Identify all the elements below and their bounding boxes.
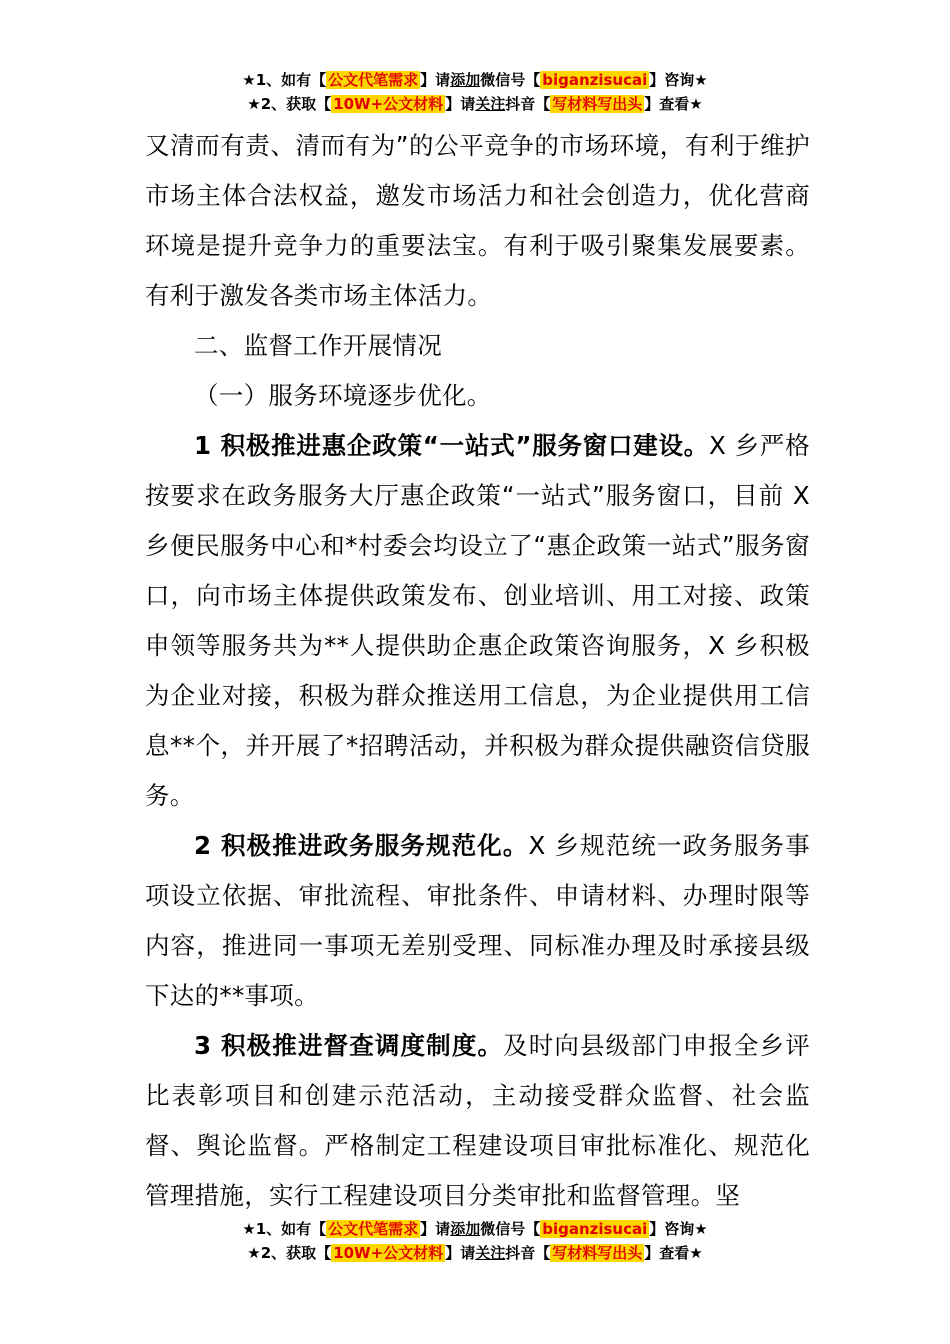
banner-emphasis: 添加 bbox=[450, 71, 481, 89]
banner-line-2 bbox=[0, 92, 950, 116]
banner-line-2 bbox=[0, 1241, 950, 1265]
banner-text: 抖音【 bbox=[505, 1244, 551, 1262]
highlight-wechat-id: biganzisucai bbox=[542, 1220, 648, 1238]
banner-text: 微信号【 bbox=[480, 71, 541, 89]
banner-emphasis: 添加 bbox=[450, 1220, 481, 1238]
item-2-title: 2 积极推进政务服务规范化。 bbox=[194, 831, 529, 860]
banner-text: 】查看★ bbox=[644, 1244, 703, 1262]
paragraph-item-2 bbox=[145, 821, 810, 1021]
highlight-materials: 10W+公文材料 bbox=[333, 95, 444, 113]
paragraph-intro: 又清而有责、清而有为”的公平竞争的市场环境，有利于维护市场主体合法权益，邀发市场活力和社会创造力，优化营商环境是提升竞争力的重要法宝。有利于吸引聚集发展要素。有利于激发各类市场主体活力。 bbox=[145, 131, 810, 310]
banner-text: 】请 bbox=[420, 1220, 451, 1238]
highlight-service: 公文代笔需求 bbox=[328, 1220, 419, 1238]
highlight-wechat-id: biganzisucai bbox=[542, 71, 648, 89]
banner-emphasis: 关注 bbox=[475, 1244, 506, 1262]
header-banner bbox=[0, 68, 950, 116]
footer-banner bbox=[0, 1217, 950, 1265]
banner-text: 微信号【 bbox=[480, 1220, 541, 1238]
banner-text: 】咨询★ bbox=[649, 71, 708, 89]
item-3-title: 3 积极推进督查调度制度。 bbox=[194, 1031, 504, 1060]
subsection-heading: （一）服务环境逐步优化。 bbox=[194, 381, 492, 410]
paragraph-item-3 bbox=[145, 1021, 810, 1221]
section-heading: 二、监督工作开展情况 bbox=[194, 331, 442, 360]
banner-text: 抖音【 bbox=[505, 95, 551, 113]
banner-text: 】请 bbox=[445, 1244, 476, 1262]
document-body bbox=[145, 121, 810, 1221]
highlight-douyin-id: 写材料写出头 bbox=[552, 95, 643, 113]
highlight-service: 公文代笔需求 bbox=[328, 71, 419, 89]
banner-text: ★2、获取【 bbox=[247, 95, 332, 113]
banner-line-1 bbox=[0, 68, 950, 92]
banner-text: 】请 bbox=[420, 71, 451, 89]
banner-text: ★2、获取【 bbox=[247, 1244, 332, 1262]
banner-text: ★1、如有【 bbox=[242, 1220, 327, 1238]
paragraph-item-1 bbox=[145, 421, 810, 821]
banner-text: 】查看★ bbox=[644, 95, 703, 113]
banner-line-1 bbox=[0, 1217, 950, 1241]
banner-text: 】咨询★ bbox=[649, 1220, 708, 1238]
banner-emphasis: 关注 bbox=[475, 95, 506, 113]
highlight-douyin-id: 写材料写出头 bbox=[552, 1244, 643, 1262]
highlight-materials: 10W+公文材料 bbox=[333, 1244, 444, 1262]
banner-text: ★1、如有【 bbox=[242, 71, 327, 89]
item-3-text: 及时向县级部门申报全乡评比表彰项目和创建示范活动，主动接受群众监督、社会监督、舆论监督。严格制定工程建设项目审批标准化、规范化管理措施，实行工程建设项目分类审批和监督管理。坚 bbox=[145, 1031, 810, 1210]
banner-text: 】请 bbox=[445, 95, 476, 113]
item-2-text: X 乡规范统一政务服务事项设立依据、审批流程、审批条件、申请材料、办理时限等内容，推进同一事项无差别受理、同标准办理及时承接县级下达的**事项。 bbox=[145, 831, 810, 1010]
item-1-title: 1 积极推进惠企政策“一站式”服务窗口建设。 bbox=[194, 431, 710, 460]
item-1-text: X 乡严格按要求在政务服务大厅惠企政策“一站式”服务窗口，目前 X 乡便民服务中心和*村委会均设立了“惠企政策一站式”服务窗口，向市场主体提供政策发布、创业培训、用工对接、政策申领等服务共为**人提供助企惠企政策咨询服务，X 乡积极为企业对接，积极为群众推送用工信息，为企业提供用工信息**个，并开展了*招聘活动，并积极为群众提供融资信贷服务。 bbox=[145, 431, 810, 810]
